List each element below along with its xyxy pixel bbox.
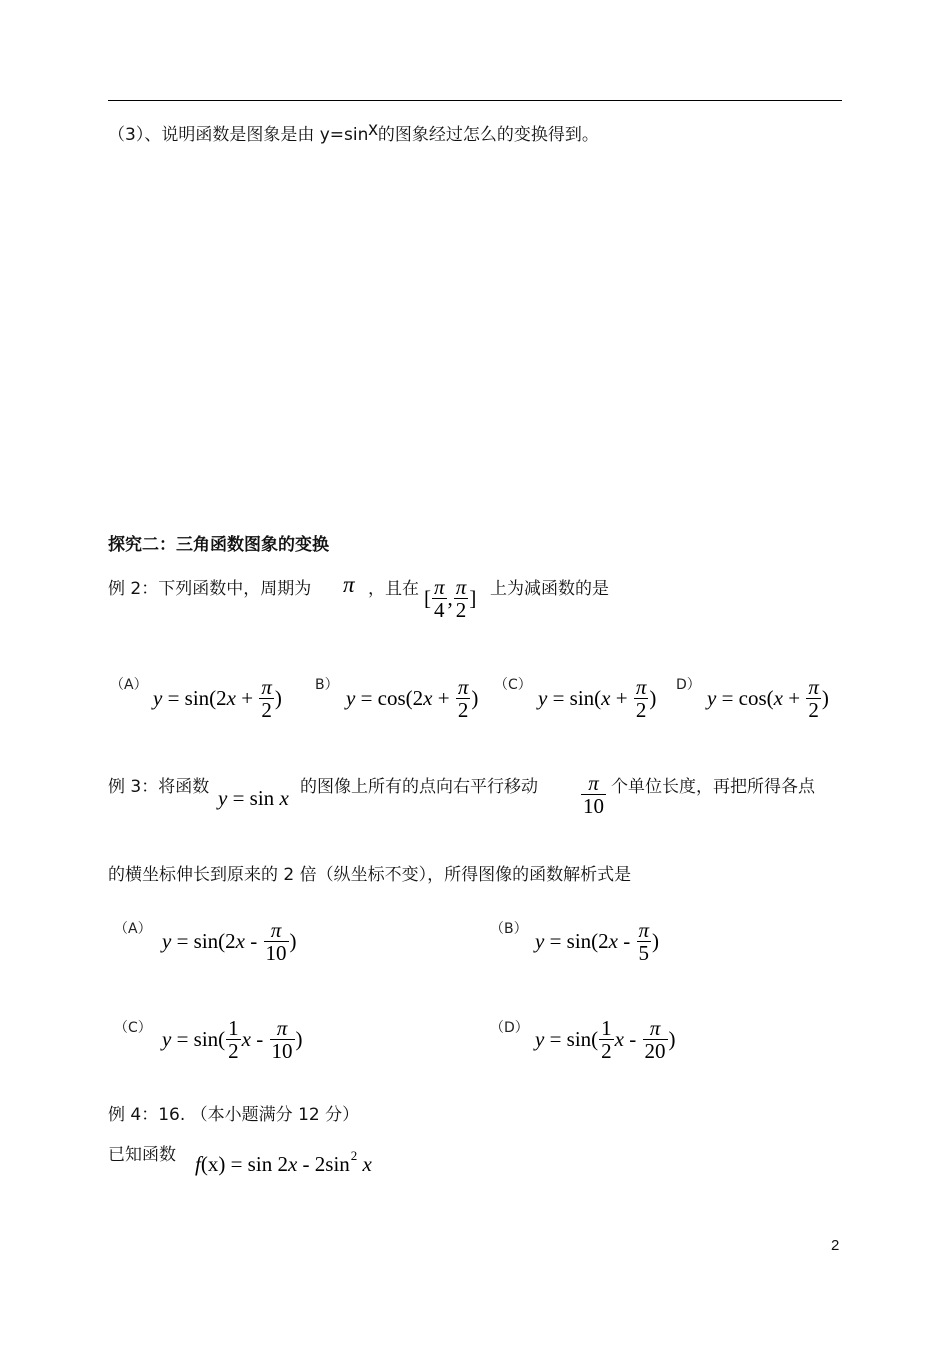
ex4-title: 例 4：16. （本小题满分 12 分） (108, 1105, 360, 1125)
ex3-option-c-label: （C） (114, 1020, 152, 1036)
ex2-text-a: 例 2：下列函数中，周期为 (108, 579, 312, 599)
ex2-option-d-label: D） (676, 677, 701, 693)
section-heading: 探究二：三角函数图象的变换 (108, 535, 329, 555)
frac-den: 2 (455, 598, 467, 622)
ex3-option-b-label: （B） (490, 921, 528, 937)
interval-sep: , (447, 586, 453, 610)
q3-var: x (368, 119, 378, 140)
ex4-given: 已知函数 (108, 1145, 176, 1165)
ex2-option-b-label: B） (315, 677, 339, 693)
ex3-text-c: 个单位长度，再把所得各点 (611, 777, 815, 797)
ex2-option-b: y = cos(2 x + $\frac{\pi}{2}$ ) (346, 675, 479, 722)
ex2-option-d: y = cos( x + $\frac{\pi}{2}$ ) (707, 675, 829, 722)
ex3-option-a-label: （A） (114, 921, 152, 937)
interval-open: [ (424, 586, 431, 610)
ex2-interval (424, 576, 476, 621)
ex2-text-b: ，且在 (368, 579, 419, 599)
ex2-period-pi: π (343, 572, 355, 597)
q3-suffix: 的图象经过怎么的变换得到。 (377, 125, 599, 145)
ex2-option-c-label: （C） (494, 677, 532, 693)
question-3 (108, 120, 599, 146)
ex3-formula: y = sin x (218, 786, 289, 810)
ex3-text-a: 例 3：将函数 (108, 777, 210, 797)
ex3-option-d-label: （D） (490, 1020, 529, 1036)
interval-lower (432, 576, 447, 621)
ex3-text-b: 的图像上所有的点向右平行移动 (300, 777, 538, 797)
frac-num: π (434, 575, 445, 599)
frac-den: 4 (434, 598, 445, 622)
ex3-shift: $\frac{\pi}{10}$ (583, 771, 604, 818)
header-rule (108, 100, 842, 101)
page-number: 2 (831, 1237, 840, 1254)
ex2-text-c: 上为减函数的是 (490, 579, 609, 599)
ex3-option-d: y = sin( $\frac{1}{2}$ x - $\frac{\pi}{20}$ ) (535, 1016, 676, 1063)
ex3-option-c: y = sin( $\frac{1}{2}$ x - $\frac{\pi}{10}$ ) (162, 1016, 303, 1063)
ex4-formula: f (x) = sin 2 x - 2sin 2 x (195, 1147, 372, 1176)
ex2-option-a: y = sin(2 x + $\frac{\pi}{2}$ ) (153, 675, 282, 722)
ex2-option-a-label: （A） (110, 677, 148, 693)
frac-num: π (455, 575, 467, 599)
ex2-option-c: y = sin( x + $\frac{\pi}{2}$ ) (538, 675, 657, 722)
ex3-option-b: y = sin(2 x - $\frac{\pi}{5}$ ) (535, 918, 660, 965)
ex3-option-a: y = sin(2 x - $\frac{\pi}{10}$ ) (162, 918, 297, 965)
interval-upper (454, 576, 469, 621)
q3-prefix: （3）、说明函数是图象是由 y=sin (108, 125, 369, 145)
ex3-line-2: 的横坐标伸长到原来的 2 倍（纵坐标不变），所得图像的函数解析式是 (108, 865, 632, 885)
interval-close: ] (469, 586, 477, 610)
